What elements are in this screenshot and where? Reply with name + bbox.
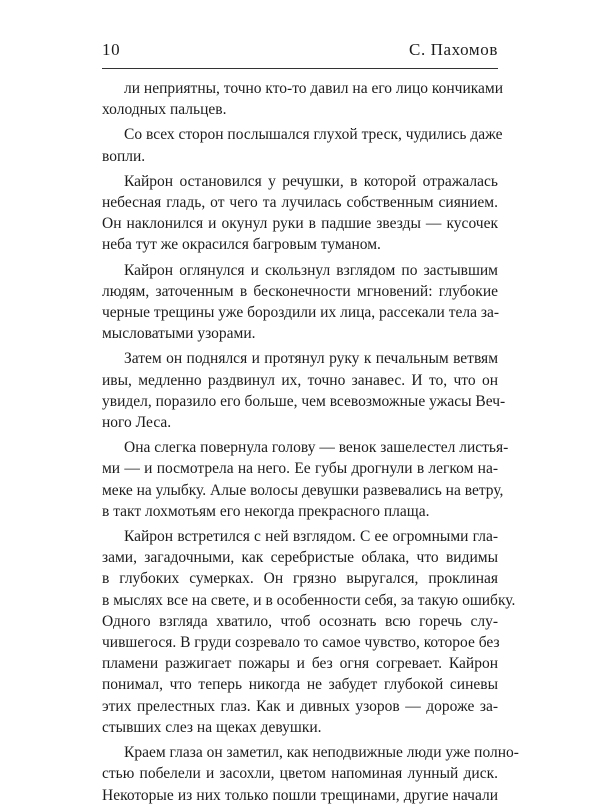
text-line: ми — и посмотрела на него. Ее губы дрогнули в легком на- (102, 460, 498, 478)
text-line: мысловатыми узорами. (102, 325, 256, 343)
text-line: Некоторые из них только пошли трещинами, другие начали (102, 786, 498, 804)
text-line: холодных пальцев. (102, 101, 227, 119)
text-line: Одного взгляда хватило, чтоб осознать всю горечь слу- (102, 612, 498, 630)
paragraph (102, 348, 506, 433)
text-line: стью побелели и засохли, цветом напоминая лунный диск. (102, 765, 498, 783)
text-line: Она слегка повернула голову — венок зашелестел листья- (124, 439, 509, 457)
body-text (102, 78, 519, 810)
text-line: вопли. (102, 147, 146, 165)
text-line: в мыслях все на свете, и в особенности себя, за такую ошибку. (102, 591, 516, 609)
text-line: чившегося. В груди созревало то самое чувство, которое без (102, 634, 500, 652)
text-line: Он наклонился и окунул руки в падшие звезды — кусочек (102, 215, 498, 233)
text-line: Затем он поднялся и протянул руку к печальным ветвям (124, 350, 498, 368)
paragraph (102, 171, 498, 256)
text-line: неба тут же окрасился багровым туманом. (102, 236, 381, 254)
text-line: зами, загадочными, как серебристые облака, что видимы (102, 549, 498, 567)
text-line: меке на улыбку. Алые волосы девушки развевались на ветру, (102, 481, 504, 499)
paragraph (102, 437, 509, 522)
text-line: Краем глаза он заметил, как неподвижные люди уже полно- (124, 744, 519, 762)
header-rule (102, 68, 498, 69)
text-line: в такт лохмотьям его некогда прекрасного плаща. (102, 502, 430, 520)
paragraph (102, 260, 498, 345)
text-line: Кайрон встретился с ней взглядом. С ее огромными гла- (124, 528, 498, 546)
author-name: С. Пахомов (409, 40, 498, 59)
text-line: ного Леса. (102, 414, 172, 432)
text-line: ивы, медленно раздвинул их, точно занавес. И то, что он (102, 371, 498, 389)
text-line: пламени разжигает пожары и без огня согревает. Кайрон (102, 655, 498, 673)
paragraph (102, 78, 504, 120)
text-line: понимал, что теперь никогда не забудет глубокой синевы (102, 676, 498, 694)
page-number: 10 (102, 40, 121, 59)
text-line: Со всех сторон послышался глухой треск, чудились даже (124, 126, 503, 144)
text-line: черные трещины уже бороздили их лица, рассекали тела за- (102, 304, 500, 322)
text-line: стывших слез на щеках девушки. (102, 718, 322, 736)
text-line: в глубоких сумерках. Он грязно выругался, проклиная (102, 570, 498, 588)
paragraph (102, 742, 519, 806)
paragraph (102, 526, 516, 738)
text-line: небесная гладь, от чего та лучилась собственным сиянием. (102, 194, 498, 212)
paragraph (102, 124, 503, 166)
text-line: увидел, поразило его больше, чем всевозможные ужасы Веч- (102, 392, 506, 410)
text-line: людям, заточенным в бесконечности мгновений: глубокие (102, 282, 498, 300)
text-line: Кайрон остановился у речушки, в которой отражалась (124, 172, 498, 190)
text-line: этих прелестных глаз. Как и дивных узоров — дороже за- (102, 697, 498, 715)
text-line: Кайрон оглянулся и скользнул взглядом по застывшим (124, 261, 498, 279)
text-line: ли неприятны, точно кто-то давил на его лицо кончиками (124, 80, 504, 97)
running-header (102, 40, 498, 62)
